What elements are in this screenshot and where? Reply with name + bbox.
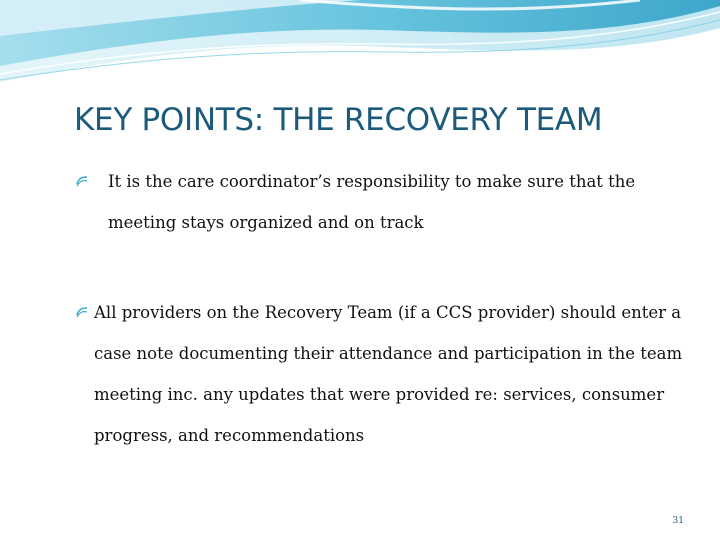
bullet-point-providers-case-note: All providers on the Recovery Team (if a CCS provider) should enter a case note documenting their attendance and participation in the team meeting inc. any updates that were provided re: services, consumer progress, and recommendations (94, 303, 683, 445)
decorative-bullet-icon (76, 306, 88, 318)
decorative-bullet-icon (76, 175, 88, 187)
slide-title: KEY POINTS: THE RECOVERY TEAM (74, 102, 603, 138)
wave-header-decoration (0, 0, 720, 90)
bullet-point-care-coordinator: It is the care coordinator’s responsibility to make sure that the meeting stays organized and on track (108, 172, 636, 232)
slide-number: 31 (672, 516, 684, 526)
